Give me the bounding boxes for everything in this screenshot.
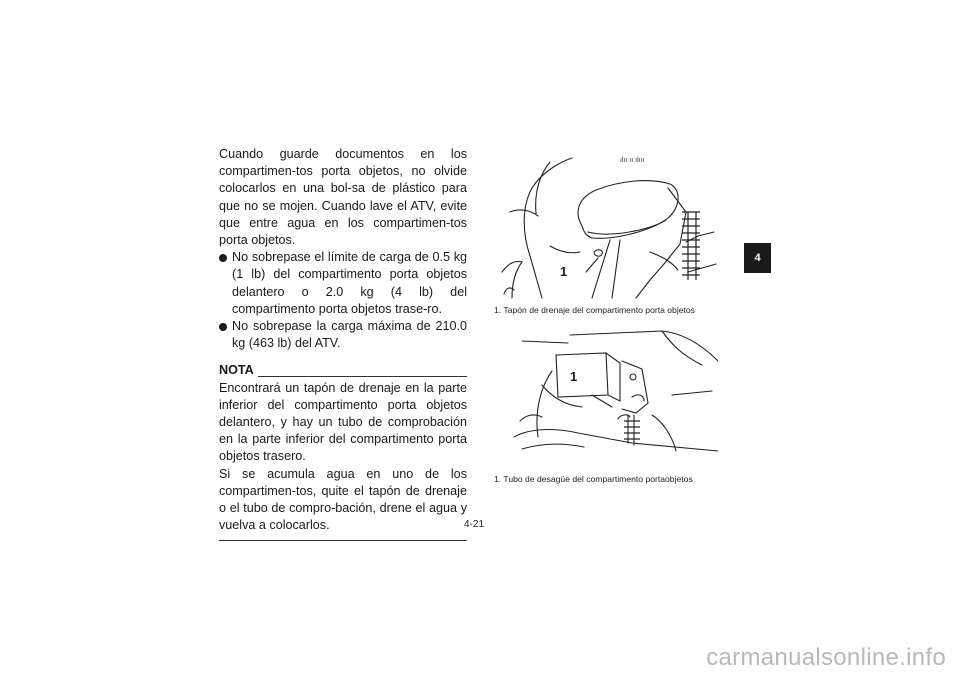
callout-number: 1 xyxy=(570,369,578,384)
bullet-text-2: No sobrepase la carga máxima de 210.0 kg (463 lb) del ATV. xyxy=(232,319,467,351)
figure-1-caption: 1. Tapón de drenaje del compartimento porta objetos xyxy=(494,305,695,315)
nota-label: NOTA xyxy=(219,363,254,378)
bullet-text-1: No sobrepase el límite de carga de 0.5 kg (1 lb) del compartimento porta objetos delantero o 2.0 kg (4 lb) del compartimento porta objetos trase-ro. xyxy=(232,250,467,316)
nota-end-rule xyxy=(219,540,467,541)
bullet-item-2 xyxy=(219,318,467,352)
drain-tube-illustration xyxy=(512,325,718,467)
nota-paragraph-2: Si se acumula agua en uno de los compartimen-tos, quite el tapón de drenaje o el tubo de compro-bación, drene el agua y vuelva a colocarlos. xyxy=(219,466,467,533)
figure-front-drain-plug xyxy=(500,152,718,300)
handwritten-mark: ılıı ıı ılııı xyxy=(620,157,645,164)
callout-number: 1 xyxy=(560,264,568,279)
nota-heading xyxy=(219,362,467,379)
chapter-tab: 4 xyxy=(744,243,771,273)
bullet-item-1 xyxy=(219,249,467,318)
bullet-dot-icon xyxy=(219,323,227,331)
figure-2-caption: 1. Tubo de desagüe del compartimento portaobjetos xyxy=(494,474,693,484)
watermark: carmanualsonline.info xyxy=(706,644,946,671)
body-text-column xyxy=(219,146,467,541)
figure-rear-drain-tube xyxy=(512,325,718,467)
intro-paragraph: Cuando guarde documentos en los compartimen-tos porta objetos, no olvide colocarlos en una bol-sa de plástico para que no se mojen. Cuando lave el ATV, evite que entre agua en los compartimen-tos porta objetos. xyxy=(219,147,467,248)
nota-rule xyxy=(258,376,467,377)
bullet-dot-icon xyxy=(219,254,227,262)
nota-paragraph-1: Encontrará un tapón de drenaje en la parte inferior del compartimento porta objetos delantero, y hay un tubo de comprobación en la parte inferior del compartimento porta objetos trasero. xyxy=(219,380,467,464)
drain-plug-illustration xyxy=(500,152,718,300)
page-number: 4-21 xyxy=(464,519,485,530)
